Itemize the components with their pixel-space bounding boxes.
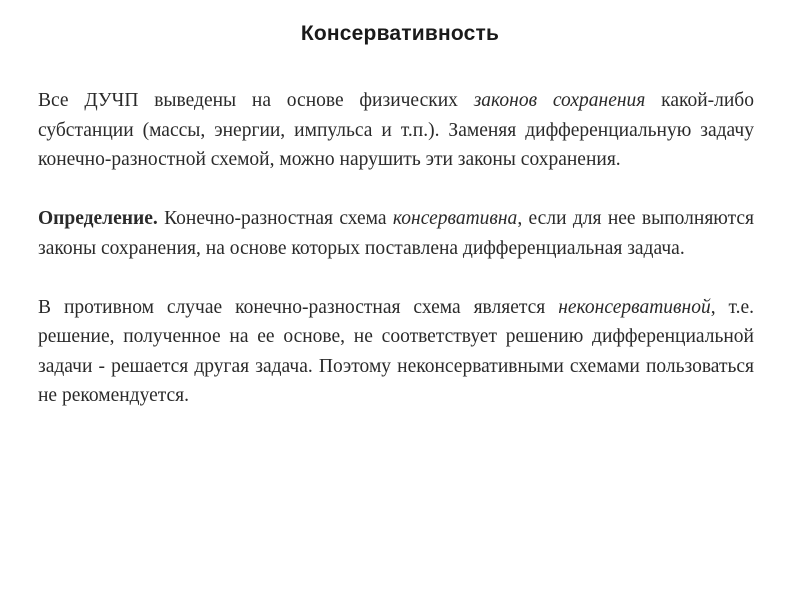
slide-title: Консервативность	[300, 22, 500, 45]
paragraph3-text-after: , т.е. решение, полученное на ее основе, не соответствует решению дифференциальной задачи - решается другая задача. Поэтому неконсервативными схемами пользоваться не рекомендуется.	[38, 296, 754, 406]
paragraph3-text-before: В противном случае конечно-разностная схема является	[38, 296, 559, 318]
definition-term: Определение.	[38, 208, 158, 229]
paragraph-conservation-laws	[38, 86, 754, 175]
paragraph2-emphasis: консервативна	[392, 208, 518, 229]
paragraph3-emphasis: неконсервативной	[558, 296, 711, 318]
paragraph-definition	[38, 204, 754, 263]
paragraph2-text-after: , если для нее выполняются законы сохранения, на основе которых поставлена дифференциальная задача.	[38, 208, 754, 259]
paragraph1-text-after: какой-либо субстанции (массы, энергии, импульса и т.п.). Заменяя дифференциальную задачу конечно-разностной схемой, можно нарушить эти законы сохранения.	[38, 90, 754, 170]
paragraph1-text-before: Все ДУЧП выведены на основе физических	[38, 90, 474, 111]
paragraph2-text-before: Конечно-разностная схема	[157, 208, 393, 229]
paragraph-nonconservative	[38, 293, 754, 411]
paragraph1-emphasis: законов сохранения	[473, 90, 646, 111]
slide-body	[38, 86, 754, 411]
